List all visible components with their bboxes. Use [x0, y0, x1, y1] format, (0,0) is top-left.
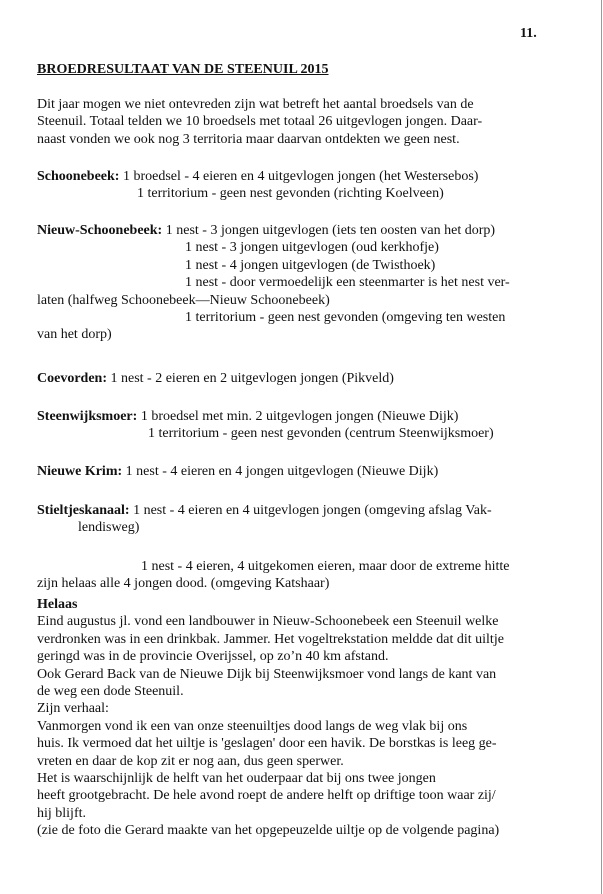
story-line: hij blijft.: [37, 805, 86, 821]
location-name: Nieuwe Krim:: [37, 464, 123, 479]
result-text: 1 territorium - geen nest gevonden (omgeving ten westen: [185, 310, 506, 326]
result-text: 1 nest - 4 eieren en 4 uitgevlogen jongen (omgeving afslag Vak-: [129, 503, 492, 518]
result-text: laten (halfweg Schoonebeek—Nieuw Schoonebeek): [37, 292, 330, 308]
result-text: 1 nest - 3 jongen uitgevlogen (oud kerkhofje): [185, 240, 439, 256]
story-line: de weg een dode Steenuil.: [37, 684, 184, 700]
result-text: lendisweg): [78, 520, 140, 536]
result-text: 1 territorium - geen nest gevonden (richting Koelveen): [137, 186, 444, 202]
location-name: Coevorden:: [37, 371, 107, 386]
result-text: 1 territorium - geen nest gevonden (centrum Steenwijksmoer): [148, 426, 494, 442]
story-line: Vanmorgen vond ik een van onze steenuiltjes dood langs de weg vlak bij ons: [37, 718, 468, 734]
section-heading: Helaas: [37, 597, 78, 612]
section-line: [37, 370, 557, 387]
result-text: 1 nest - door vermoedelijk een steenmarter is het nest ver-: [185, 275, 510, 291]
location-name: Steenwijksmoer:: [37, 409, 138, 424]
intro-paragraph: [37, 96, 557, 148]
result-text: 1 nest - 3 jongen uitgevlogen (iets ten oosten van het dorp): [162, 223, 496, 238]
location-name: Schoonebeek:: [37, 169, 120, 184]
section-nieuwe-krim: [37, 463, 557, 480]
result-text: 1 broedsel met min. 2 uitgevlogen jongen (Nieuwe Dijk): [137, 409, 459, 424]
story-line: Zijn verhaal:: [37, 701, 109, 717]
story-line: (zie de foto die Gerard maakte van het opgepeuzelde uiltje op de volgende pagina): [37, 823, 500, 839]
intro-line: Steenuil. Totaal telden we 10 broedsels met totaal 26 uitgevlogen jongen. Daar-: [37, 114, 483, 130]
section-schoonebeek: [37, 168, 557, 203]
article-title: BROEDRESULTAAT VAN DE STEENUIL 2015: [37, 62, 329, 77]
story-line: vreten en daar de kop zit er nog aan, dus geen sperwer.: [37, 753, 344, 769]
section-line: [37, 502, 557, 519]
story-line: Eind augustus jl. vond een landbouwer in Nieuw-Schoonebeek een Steenuil welke: [37, 614, 499, 630]
section-steenwijksmoer: [37, 408, 557, 443]
result-text: van het dorp): [37, 327, 112, 343]
result-text: zijn helaas alle 4 jongen dood. (omgeving Katshaar): [37, 576, 330, 592]
result-text: 1 broedsel - 4 eieren en 4 uitgevlogen jongen (het Westersebos): [119, 169, 479, 184]
story-line: heeft grootgebracht. De hele avond roept de andere helft op driftige toon waar zij/: [37, 788, 496, 804]
section-line: [37, 463, 557, 480]
result-text: 1 nest - 4 eieren en 4 jongen uitgevlogen (Nieuwe Dijk): [122, 464, 439, 479]
intro-line: naast vonden we ook nog 3 territoria maar daarvan ontdekten we geen nest.: [37, 131, 460, 147]
story-line: Het is waarschijnlijk de helft van het ouderpaar dat bij ons twee jongen: [37, 771, 436, 787]
section-coevorden: [37, 370, 557, 387]
result-text: 1 nest - 4 jongen uitgevlogen (de Twisthoek): [185, 257, 436, 273]
story-line: Ook Gerard Back van de Nieuwe Dijk bij Steenwijksmoer vond langs de kant van: [37, 666, 497, 682]
intro-line: Dit jaar mogen we niet ontevreden zijn wat betreft het aantal broedsels van de: [37, 97, 474, 112]
section-helaas: [37, 596, 557, 840]
section-stieltjeskanaal: [37, 502, 557, 593]
section-nieuw-schoonebeek: [37, 222, 557, 344]
story-line: verdronken was in een drinkbak. Jammer. Het vogeltrekstation meldde dat dit uiltje: [37, 631, 504, 647]
story-line: huis. Ik vermoed dat het uiltje is 'geslagen' door een havik. De borstkas is leeg ge-: [37, 736, 497, 752]
section-line: [37, 222, 557, 239]
section-line: [37, 408, 557, 425]
result-text: 1 nest - 4 eieren, 4 uitgekomen eieren, maar door de extreme hitte: [141, 558, 510, 574]
page-number: 11.: [520, 26, 537, 41]
story-line: geringd was in de provincie Overijssel, op zo’n 40 km afstand.: [37, 649, 389, 665]
location-name: Stieltjeskanaal:: [37, 503, 130, 518]
result-text: 1 nest - 2 eieren en 2 uitgevlogen jongen (Pikveld): [107, 371, 394, 386]
location-name: Nieuw-Schoonebeek:: [37, 223, 163, 238]
section-line: [37, 168, 557, 185]
